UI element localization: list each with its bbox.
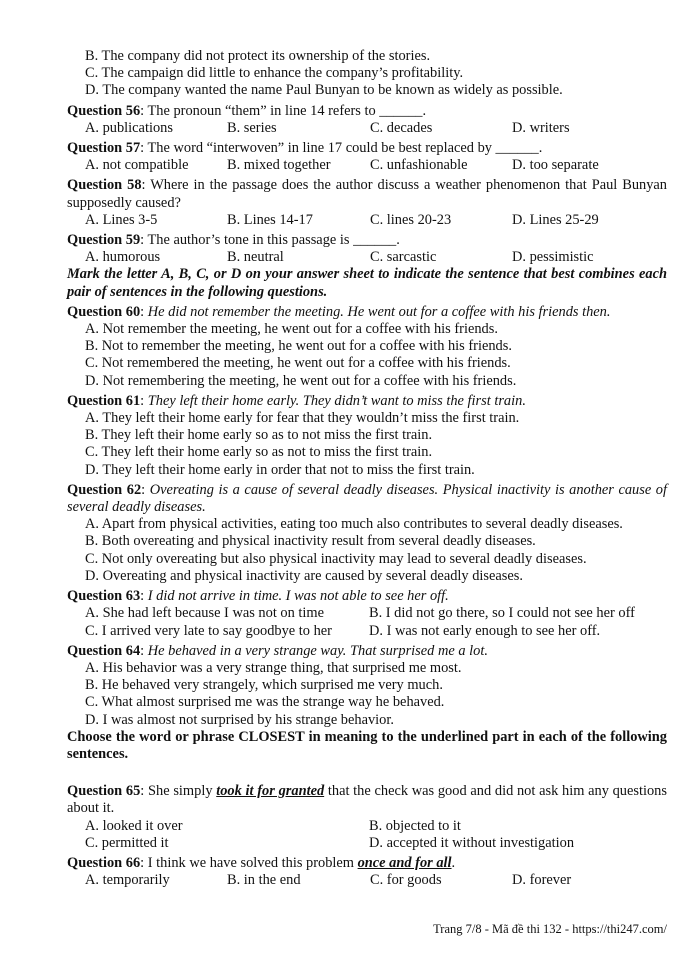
question-61: [67, 393, 667, 410]
option-d: D. Overeating and physical inactivity are caused by several deadly diseases.: [85, 567, 523, 584]
options-59: [67, 249, 667, 266]
option-d: D. Not remembering the meeting, he went out for a coffee with his friends.: [85, 372, 517, 389]
option-b: B. He behaved very strangely, which surprised me very much.: [85, 677, 443, 694]
option-a: A. They left their home early for fear that they wouldn’t miss the first train.: [85, 410, 520, 427]
question-58: [67, 177, 667, 211]
option-d: D. pessimistic: [512, 249, 594, 266]
question-57: [67, 140, 667, 157]
question-63: [67, 588, 667, 605]
option-a: A. looked it over: [85, 817, 183, 834]
option-a: A. She had left because I was not on time: [85, 605, 324, 622]
section-instruction: Choose the word or phrase CLOSEST in meaning to the underlined part in each of the following sentences.: [67, 728, 667, 762]
question-label: Question 59: [67, 232, 141, 249]
option-c: C. Not remembered the meeting, he went out for a coffee with his friends.: [85, 355, 511, 372]
options-63: [67, 605, 667, 639]
page-footer: Trang 7/8 - Mã đề thi 132 - https://thi247.com/: [433, 922, 667, 936]
option-d: D. accepted it without investigation: [369, 834, 575, 851]
question-66: [67, 855, 667, 872]
option-c: C. What almost surprised me was the strange way he behaved.: [85, 694, 445, 711]
option-b: B. neutral: [227, 249, 284, 266]
options-57: [67, 157, 667, 174]
question-label: Question 61: [67, 392, 141, 409]
question-62: [67, 482, 667, 516]
question-label: Question 66: [67, 854, 141, 871]
option-b: B. series: [227, 119, 277, 136]
option-c: C. lines 20-23: [370, 211, 452, 228]
question-stem: He behaved in a very strange way. That surprised me a lot.: [147, 642, 488, 659]
option-b: B. The company did not protect its ownership of the stories.: [85, 48, 431, 64]
question-separator: :: [140, 303, 148, 320]
option-b: B. Not to remember the meeting, he went out for a coffee with his friends.: [85, 338, 512, 355]
option-b: B. Both overeating and physical inactivity result from several deadly diseases.: [85, 533, 536, 550]
option-b: B. objected to it: [369, 817, 461, 834]
options-56: [67, 120, 667, 137]
question-stem-post: .: [451, 854, 456, 871]
option-a: A. His behavior was a very strange thing, that surprised me most.: [85, 659, 462, 676]
option-b: B. mixed together: [227, 157, 331, 174]
option-d: D. writers: [512, 119, 570, 136]
question-label: Question 58: [67, 177, 142, 194]
question-label: Question 62: [67, 481, 142, 498]
question-separator: :: [140, 392, 148, 409]
option-a: A. temporarily: [85, 872, 170, 889]
question-stem-pre: : I think we have solved this problem: [140, 854, 358, 871]
underlined-phrase: took it for granted: [216, 783, 325, 800]
option-c: C. sarcastic: [370, 249, 437, 266]
option-c: C. I arrived very late to say goodbye to her: [85, 622, 332, 639]
question-stem: : The pronoun “them” in line 14 refers to ______.: [140, 102, 427, 119]
option-d: D. I was almost not surprised by his strange behavior.: [85, 711, 394, 728]
option-c: C. for goods: [370, 872, 442, 889]
option-c: C. permitted it: [85, 834, 169, 851]
option-c: C. The campaign did little to enhance the company’s profitability.: [85, 65, 464, 82]
option-b: B. They left their home early so as to not miss the first train.: [85, 427, 433, 444]
question-59: [67, 232, 667, 249]
options-65: [67, 818, 667, 852]
question-stem: They left their home early. They didn’t want to miss the first train.: [147, 392, 526, 409]
underlined-phrase: once and for all: [357, 854, 452, 871]
question-stem: Overeating is a cause of several deadly diseases. Physical inactivity is another cause of several deadly diseases.: [67, 481, 667, 516]
question-65: [67, 783, 667, 817]
option-a: A. Not remember the meeting, he went out for a coffee with his friends.: [85, 321, 498, 338]
option-d: D. too separate: [512, 157, 599, 174]
question-label: Question 65: [67, 783, 141, 800]
question-56: [67, 103, 667, 120]
option-c: C. Not only overeating but also physical inactivity may lead to several deadly diseases.: [85, 550, 587, 567]
option-c: C. They left their home early so as not to miss the first train.: [85, 444, 433, 461]
option-a: A. publications: [85, 119, 173, 136]
option-a: A. not compatible: [85, 157, 189, 174]
question-stem: : Where in the passage does the author discuss a weather phenomenon that Paul Bunyan supposedly caused?: [67, 177, 668, 211]
option-a: A. Lines 3-5: [85, 211, 158, 228]
question-label: Question 60: [67, 303, 141, 320]
question-label: Question 56: [67, 102, 141, 119]
option-a: A. humorous: [85, 249, 161, 266]
option-d: D. They left their home early in order that not to miss the first train.: [85, 461, 475, 478]
question-stem-post: that the check was good and did not ask him any questions about it.: [67, 783, 667, 817]
question-stem-pre: : She simply: [140, 783, 217, 800]
spacer: [67, 763, 667, 780]
option-d: D. The company wanted the name Paul Bunyan to be known as widely as possible.: [85, 82, 563, 99]
question-label: Question 64: [67, 642, 141, 659]
option-a: A. Apart from physical activities, eating too much also contributes to several deadly diseases.: [85, 516, 623, 533]
option-d: D. Lines 25-29: [512, 211, 599, 228]
exam-page: [67, 48, 667, 889]
section-instruction: Mark the letter A, B, C, or D on your answer sheet to indicate the sentence that best combines each pair of sentences in the following questions.: [67, 266, 667, 300]
question-separator: :: [140, 642, 148, 659]
options-66: [67, 872, 667, 889]
question-64: [67, 643, 667, 660]
option-d: D. forever: [512, 872, 572, 889]
option-c: C. unfashionable: [370, 157, 468, 174]
option-b: B. I did not go there, so I could not see her off: [369, 605, 635, 622]
question-stem: He did not remember the meeting. He went out for a coffee with his friends then.: [147, 303, 611, 320]
question-label: Question 63: [67, 588, 141, 605]
option-b: B. in the end: [227, 872, 301, 889]
question-separator: :: [141, 481, 150, 498]
option-d: D. I was not early enough to see her off.: [369, 622, 601, 639]
options-58: [67, 212, 667, 229]
option-c: C. decades: [370, 119, 433, 136]
question-stem: : The author’s tone in this passage is ______.: [140, 232, 400, 249]
question-60: [67, 304, 667, 321]
question-stem: : The word “interwoven” in line 17 could be best replaced by ______.: [140, 140, 543, 157]
question-stem: I did not arrive in time. I was not able to see her off.: [147, 588, 449, 605]
question-label: Question 57: [67, 140, 141, 157]
option-b: B. Lines 14-17: [227, 211, 313, 228]
question-separator: :: [140, 588, 148, 605]
